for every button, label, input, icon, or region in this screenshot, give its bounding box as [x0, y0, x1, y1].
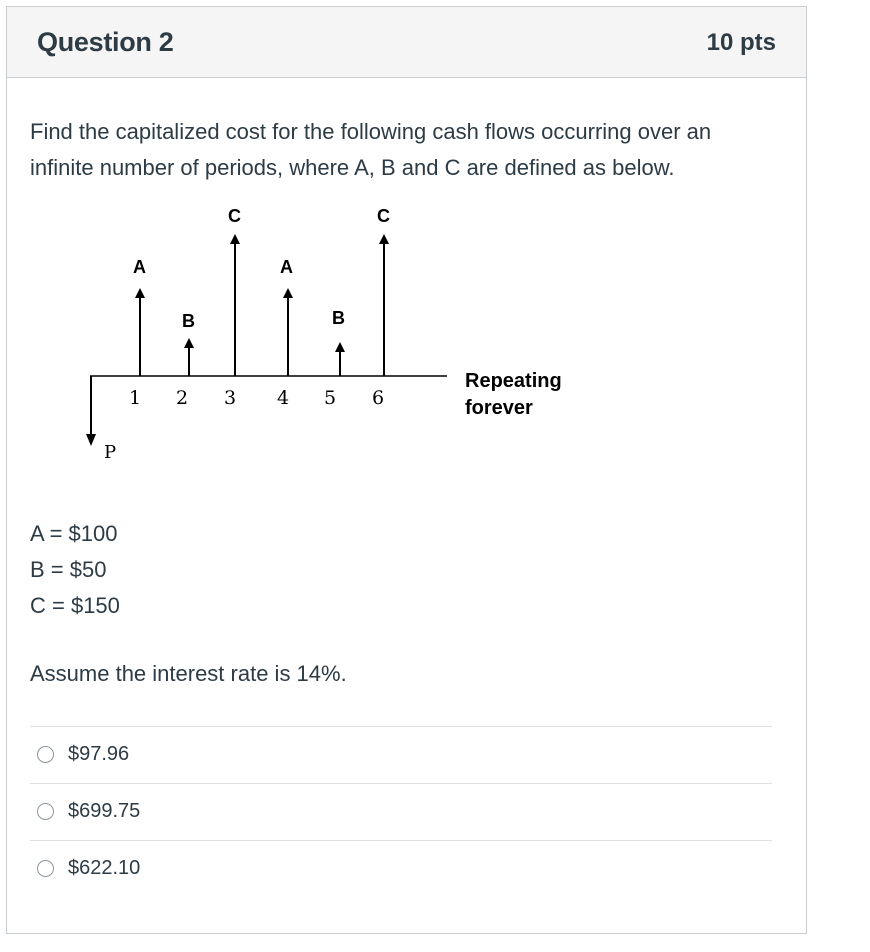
- period-label-1: 1: [129, 387, 142, 409]
- c2-arrow-head: [379, 234, 389, 244]
- b1-label: B: [182, 311, 195, 331]
- period-label-6: 6: [372, 387, 385, 409]
- period-label-2: 2: [176, 387, 189, 409]
- question-points: 10 pts: [706, 29, 776, 56]
- radio-button[interactable]: [37, 746, 54, 763]
- c2-label: C: [377, 206, 390, 226]
- answer-label[interactable]: $699.75: [68, 800, 141, 822]
- c1-arrow-head: [230, 234, 240, 244]
- radio-button[interactable]: [37, 860, 54, 877]
- answer-label[interactable]: $97.96: [68, 743, 130, 765]
- answer-list: [30, 726, 772, 897]
- p-label: P: [104, 442, 117, 463]
- question-title: Question 2: [37, 27, 174, 57]
- b1-arrow-head: [184, 338, 194, 348]
- value-a: A = $100: [30, 521, 118, 546]
- b2-label: B: [332, 308, 345, 328]
- answer-label[interactable]: $622.10: [68, 857, 141, 879]
- a2-arrow-head: [283, 288, 293, 298]
- question-prompt: Find the capitalized cost for the following cash flows occurring over an infinite number of periods, where A, B and C are defined as below.: [30, 119, 712, 180]
- value-c: C = $150: [30, 593, 120, 618]
- cash-flow-values: [30, 516, 120, 624]
- answer-option[interactable]: [30, 784, 772, 841]
- question-header: [7, 7, 806, 78]
- p-arrow-head: [86, 434, 96, 446]
- a2-label: A: [280, 257, 293, 277]
- repeating-label: Repeating: [465, 370, 562, 392]
- period-label-4: 4: [277, 387, 290, 409]
- period-label-3: 3: [224, 387, 237, 409]
- answer-option[interactable]: [30, 841, 772, 897]
- radio-button[interactable]: [37, 803, 54, 820]
- answer-option[interactable]: [30, 727, 772, 784]
- interest-rate-assumption: Assume the interest rate is 14%.: [30, 661, 347, 686]
- a1-label: A: [133, 257, 146, 277]
- cash-flow-diagram: [60, 200, 600, 470]
- c1-label: C: [228, 206, 241, 226]
- b2-arrow-head: [335, 342, 345, 352]
- period-label-5: 5: [324, 387, 337, 409]
- a1-arrow-head: [135, 288, 145, 298]
- forever-label: forever: [465, 397, 533, 419]
- value-b: B = $50: [30, 557, 107, 582]
